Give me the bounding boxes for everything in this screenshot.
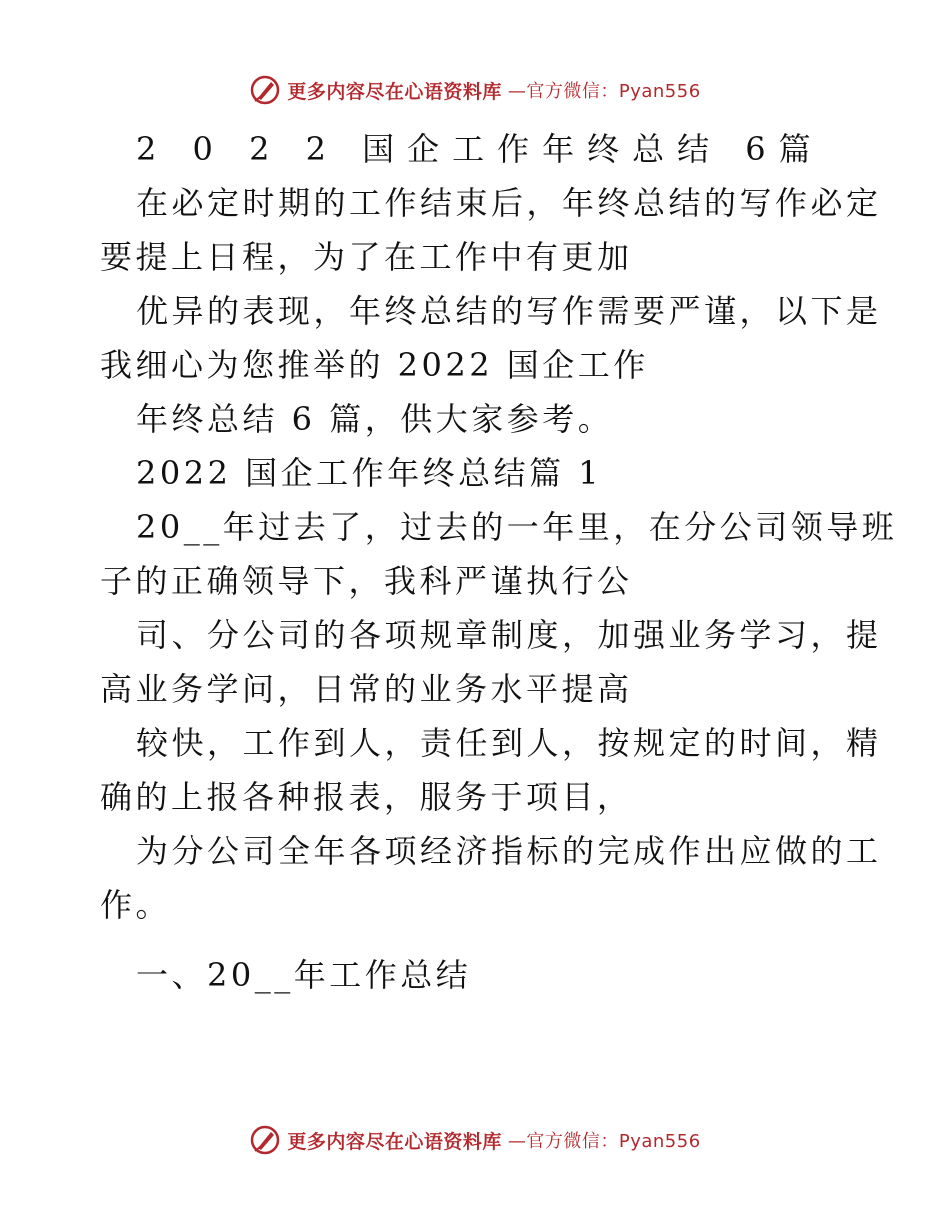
- watermark-text: 更多内容尽在心语资料库: [287, 1130, 502, 1153]
- quill-pen-logo-icon: [249, 74, 281, 106]
- watermark-text: 更多内容尽在心语资料库: [287, 80, 502, 103]
- paragraph-line: 年终总结 6 篇，供大家参考。: [136, 400, 614, 438]
- subsection-heading: 一、20__年工作总结: [136, 956, 472, 994]
- document-body: [100, 122, 898, 1002]
- paragraph-line: 确的上报各种报表，服务于项目，: [100, 778, 633, 816]
- paragraph-line: 要提上日程，为了在工作中有更加: [100, 238, 633, 276]
- paragraph-line: 司、分公司的各项规章制度，加强业务学习，提: [136, 616, 882, 654]
- section-heading: 2022 国企工作年终总结篇 1: [136, 454, 603, 492]
- paragraph-line: 优异的表现，年终总结的写作需要严谨，以下是: [136, 292, 882, 330]
- paragraph-line: 子的正确领导下，我科严谨执行公: [100, 562, 633, 600]
- paragraph-line: 较快，工作到人，责任到人，按规定的时间，精: [136, 724, 882, 762]
- document-title: 2 0 2 2 国企工作年终总结 6篇: [136, 130, 824, 168]
- watermark-contact: —官方微信：Pyan556: [507, 81, 701, 102]
- footer-watermark: [0, 1120, 950, 1160]
- paragraph-line: 20__年过去了，过去的一年里，在分公司领导班: [136, 508, 898, 546]
- paragraph-line: 作。: [100, 886, 172, 924]
- paragraph-line: 为分公司全年各项经济指标的完成作出应做的工: [136, 832, 882, 870]
- watermark-contact: —官方微信：Pyan556: [507, 1131, 701, 1152]
- paragraph-line: 高业务学问，日常的业务水平提高: [100, 670, 633, 708]
- paragraph-line: 我细心为您推举的 2022 国企工作: [100, 346, 649, 384]
- header-watermark: [0, 70, 950, 110]
- paragraph-line: 在必定时期的工作结束后，年终总结的写作必定: [136, 184, 882, 222]
- quill-pen-logo-icon: [249, 1124, 281, 1156]
